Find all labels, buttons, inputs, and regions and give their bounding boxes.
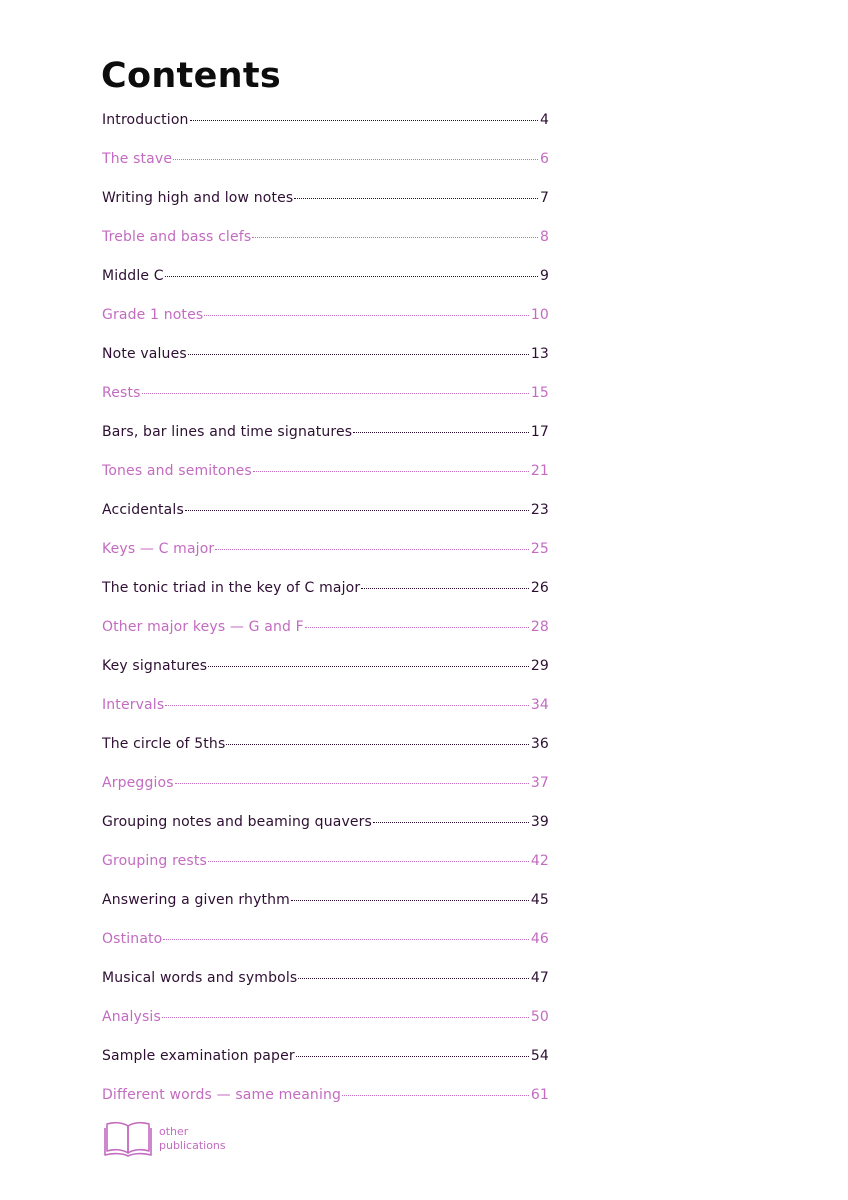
toc-entry-label: Sample examination paper [102,1048,295,1064]
toc-entry-page-number: 45 [530,892,549,908]
toc-entry[interactable] [102,498,549,537]
toc-entry-label: Keys — C major [102,541,215,557]
dot-leader [298,978,529,979]
toc-entry[interactable] [102,186,549,225]
toc-entry-label: The circle of 5ths [102,736,226,752]
dot-leader [175,783,529,784]
dot-leader [190,120,538,121]
toc-entry-page-number: 39 [530,814,549,830]
toc-entry[interactable] [102,303,549,342]
toc-entry-label: Musical words and symbols [102,970,298,986]
toc-entry-page-number: 50 [530,1009,549,1025]
toc-entry[interactable] [102,576,549,615]
toc-entry-page-number: 8 [539,229,549,245]
toc-entry-page-number: 42 [530,853,549,869]
other-publications-link[interactable] [104,1120,226,1158]
dot-leader [305,627,529,628]
toc-entry-page-number: 36 [530,736,549,752]
dot-leader [173,159,538,160]
toc-entry[interactable] [102,1044,549,1083]
dot-leader [208,666,529,667]
toc-entry[interactable] [102,147,549,186]
toc-entry-page-number: 46 [530,931,549,947]
toc-entry-page-number: 9 [539,268,549,284]
toc-entry[interactable] [102,420,549,459]
toc-entry-page-number: 4 [539,112,549,128]
dot-leader [353,432,529,433]
dot-leader [188,354,529,355]
toc-entry[interactable] [102,966,549,1005]
toc-entry-label: Ostinato [102,931,163,947]
dot-leader [373,822,529,823]
dot-leader [252,237,538,238]
book-icon [104,1120,152,1158]
dot-leader [342,1095,529,1096]
toc-entry-page-number: 54 [530,1048,549,1064]
toc-entry-page-number: 23 [530,502,549,518]
toc-entry-label: Tones and semitones [102,463,252,479]
toc-entry-page-number: 26 [530,580,549,596]
toc-entry-page-number: 25 [530,541,549,557]
toc-entry-label: Different words — same meaning [102,1087,342,1103]
toc-entry-label: Bars, bar lines and time signatures [102,424,353,440]
toc-entry[interactable] [102,927,549,966]
toc-entry[interactable] [102,264,549,303]
toc-entry[interactable] [102,693,549,732]
dot-leader [163,939,528,940]
toc-entry-label: Grade 1 notes [102,307,204,323]
toc-entry-label: Arpeggios [102,775,174,791]
footer-label [159,1125,226,1153]
dot-leader [226,744,528,745]
toc-entry[interactable] [102,732,549,771]
dot-leader [215,549,529,550]
dot-leader [142,393,529,394]
dot-leader [162,1017,529,1018]
toc-entry[interactable] [102,1083,549,1122]
footer-label-line1: other [159,1125,189,1138]
toc-entry-page-number: 6 [539,151,549,167]
toc-entry-label: The stave [102,151,173,167]
toc-entry-label: Rests [102,385,141,401]
dot-leader [361,588,529,589]
toc-entry-label: Intervals [102,697,165,713]
toc-entry[interactable] [102,888,549,927]
toc-entry[interactable] [102,342,549,381]
toc-entry-label: Other major keys — G and F [102,619,304,635]
toc-entry-page-number: 15 [530,385,549,401]
dot-leader [204,315,529,316]
table-of-contents [102,108,549,1122]
toc-entry-page-number: 17 [530,424,549,440]
toc-entry-label: Grouping notes and beaming quavers [102,814,372,830]
toc-entry-label: Grouping rests [102,853,207,869]
toc-entry-page-number: 13 [530,346,549,362]
toc-entry-label: Key signatures [102,658,208,674]
toc-entry[interactable] [102,1005,549,1044]
toc-entry-label: Answering a given rhythm [102,892,290,908]
toc-entry-page-number: 37 [530,775,549,791]
toc-entry-page-number: 34 [530,697,549,713]
dot-leader [291,900,529,901]
toc-entry-label: Analysis [102,1009,161,1025]
toc-entry[interactable] [102,459,549,498]
page-title: Contents [101,56,281,96]
toc-entry-page-number: 28 [530,619,549,635]
toc-entry-page-number: 47 [530,970,549,986]
toc-entry[interactable] [102,225,549,264]
toc-entry[interactable] [102,849,549,888]
toc-entry-page-number: 7 [539,190,549,206]
dot-leader [185,510,529,511]
dot-leader [253,471,529,472]
toc-entry[interactable] [102,615,549,654]
toc-entry[interactable] [102,810,549,849]
dot-leader [208,861,529,862]
toc-entry-label: Writing high and low notes [102,190,294,206]
footer-label-line2: publications [159,1139,226,1152]
toc-entry-page-number: 10 [530,307,549,323]
toc-entry-page-number: 29 [530,658,549,674]
toc-entry-label: The tonic triad in the key of C major [102,580,361,596]
toc-entry[interactable] [102,654,549,693]
toc-entry[interactable] [102,537,549,576]
toc-entry-label: Treble and bass clefs [102,229,252,245]
toc-entry[interactable] [102,771,549,810]
toc-entry-label: Introduction [102,112,189,128]
toc-entry-label: Middle C [102,268,164,284]
toc-entry-page-number: 61 [530,1087,549,1103]
dot-leader [296,1056,529,1057]
dot-leader [165,705,529,706]
toc-entry[interactable] [102,381,549,420]
dot-leader [294,198,538,199]
toc-entry-label: Accidentals [102,502,184,518]
toc-entry-page-number: 21 [530,463,549,479]
toc-entry-label: Note values [102,346,187,362]
dot-leader [165,276,538,277]
toc-entry[interactable] [102,108,549,147]
